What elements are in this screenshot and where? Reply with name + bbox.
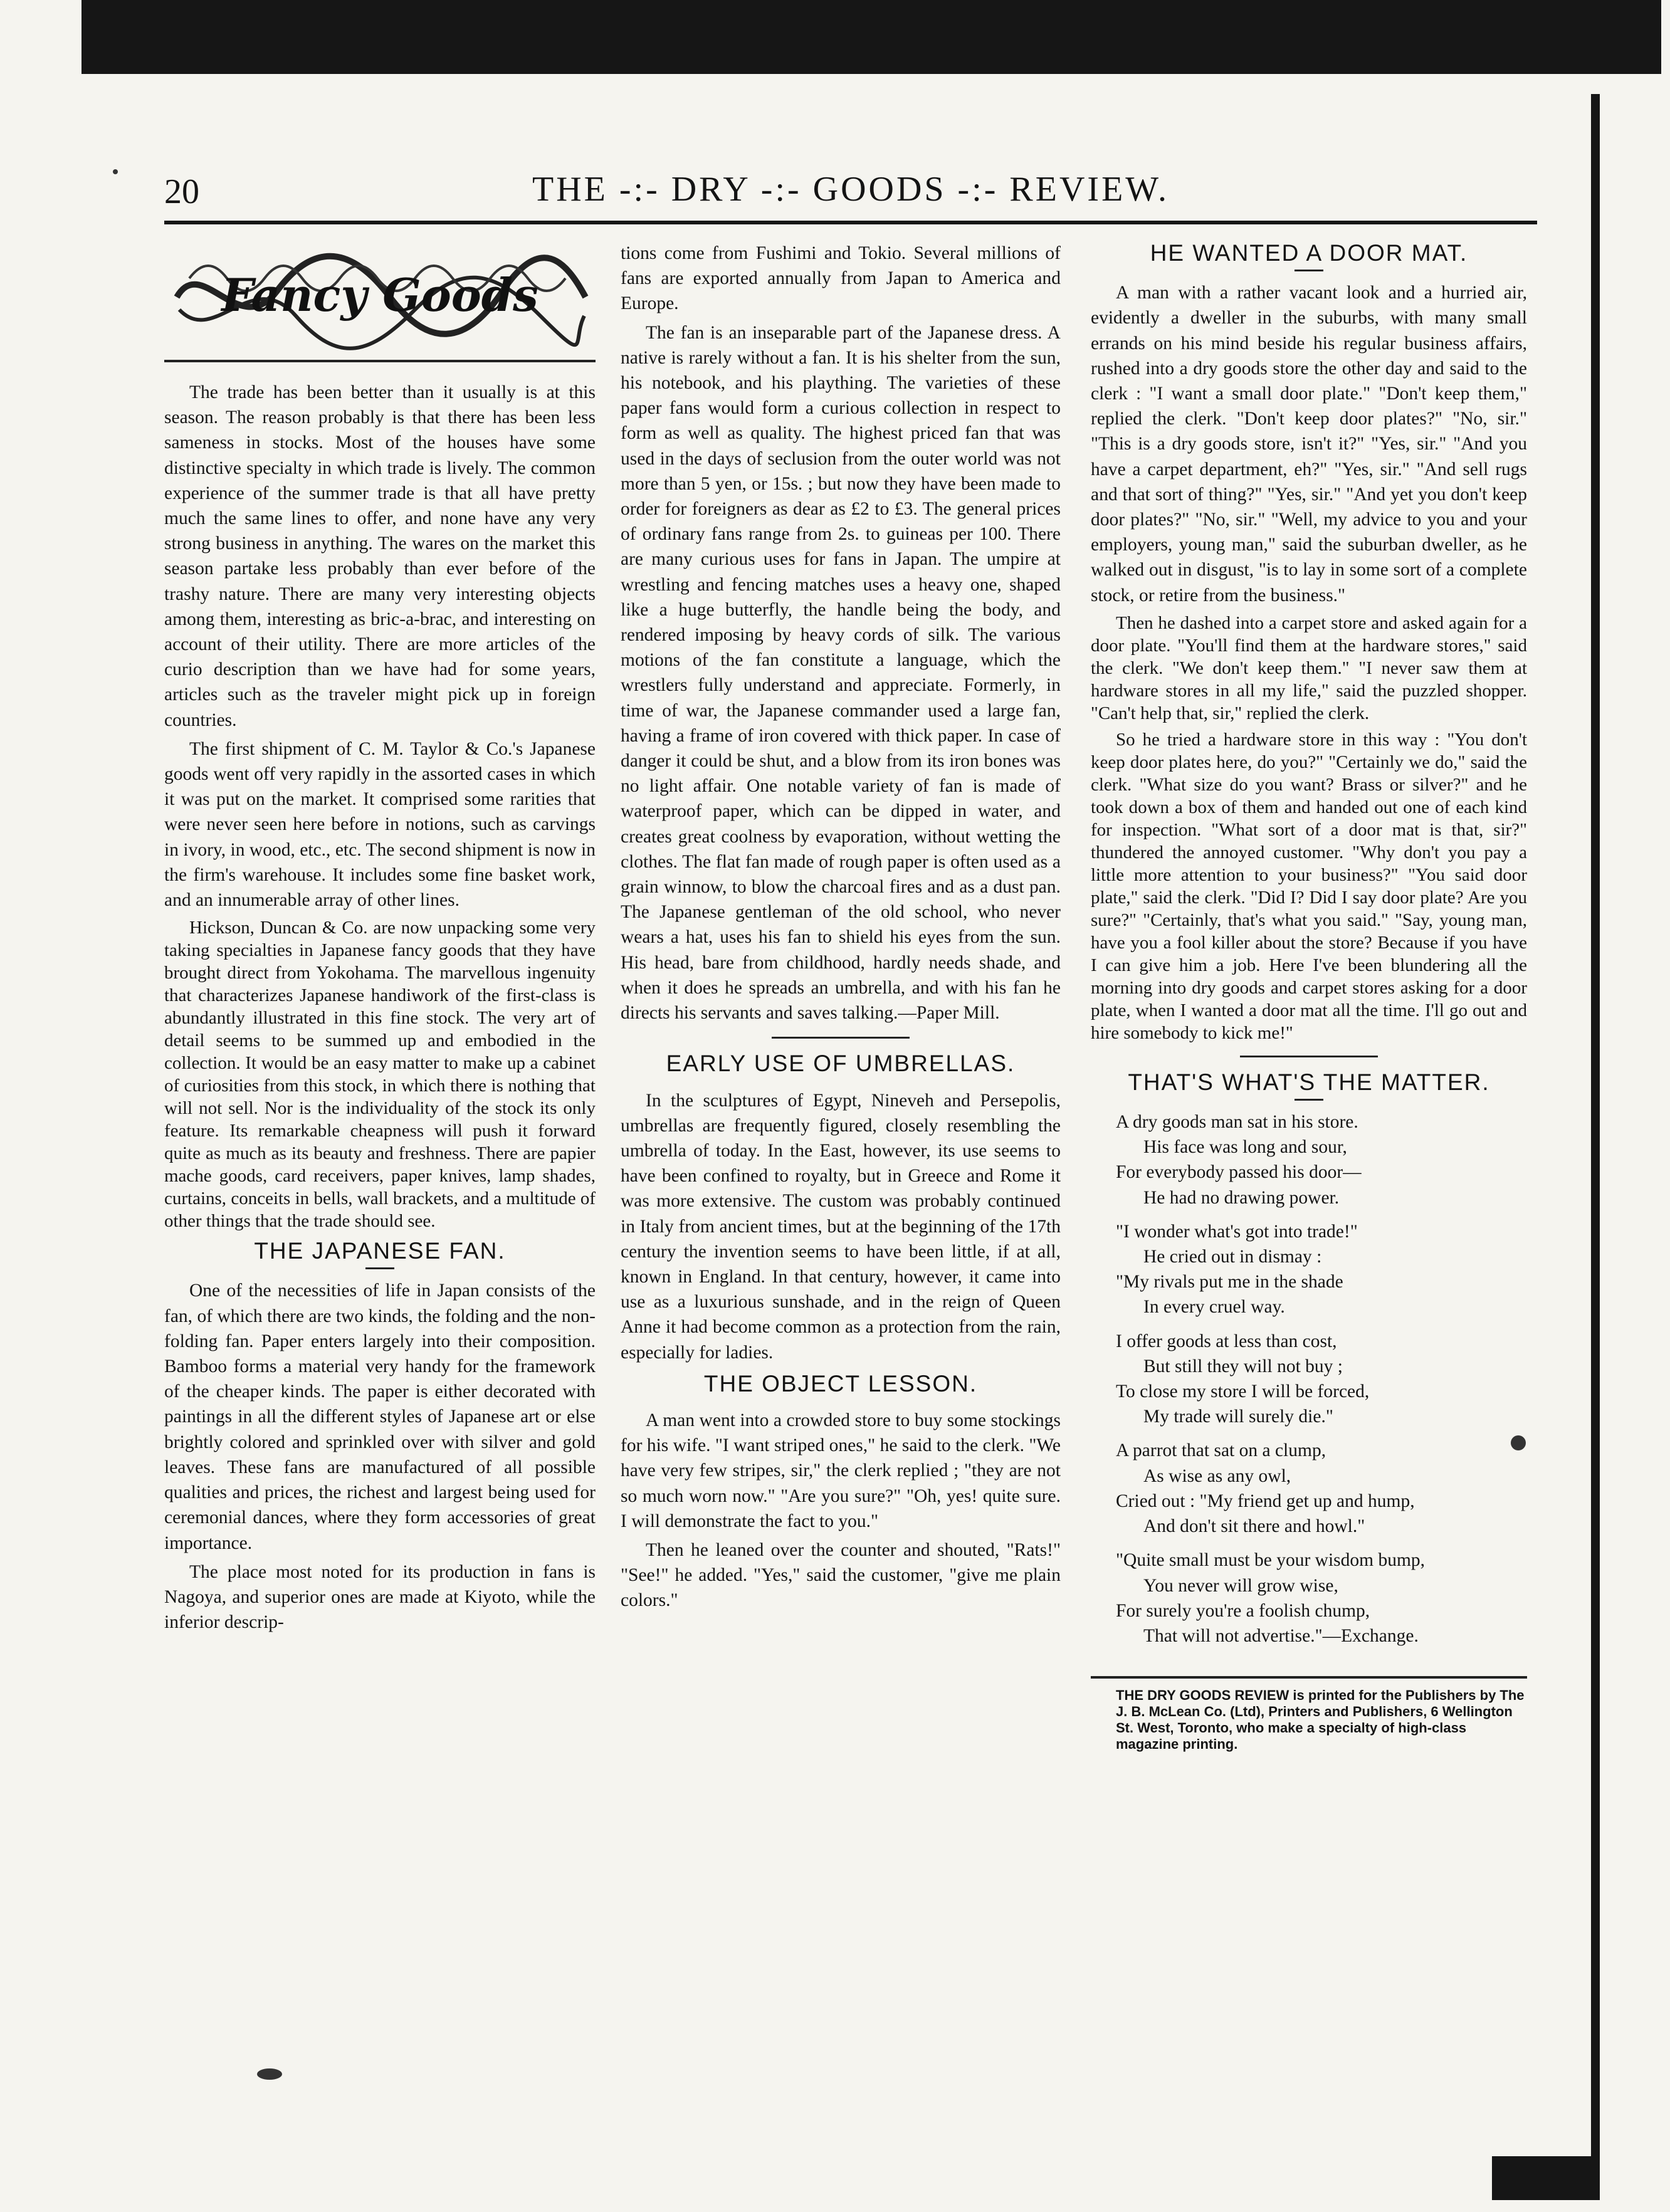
- poem-line: His face was long and sour,: [1143, 1137, 1347, 1158]
- paragraph: The place most noted for its production in fans is Nagoya, and superior ones are made at Kiyoto, while the inferior descrip-: [164, 1561, 596, 1633]
- poem-line: To close my store I will be forced,: [1116, 1381, 1370, 1402]
- logo-text: Fancy Goods: [221, 268, 538, 322]
- column-2: [621, 241, 1061, 1617]
- section-heading: HE WANTED A DOOR MAT.: [1150, 240, 1468, 266]
- paragraph: Then he dashed into a carpet store and asked again for a door plate. "You'll find them at the hardware stores," said the clerk. "We don't keep them." "I never saw them at hardware stores in all my life," said the puzzled shopper. "Can't help that, sir," replied the clerk.: [1091, 612, 1527, 723]
- header-rule: [164, 221, 1537, 224]
- poem-line: He had no drawing power.: [1143, 1187, 1340, 1208]
- poem-line: "I wonder what's got into trade!": [1116, 1221, 1358, 1242]
- scan-border-top: [81, 0, 1661, 74]
- paragraph: Then he leaned over the counter and shouted, "Rats!" "See!" he added. "Yes," said the customer, "give me plain colors.": [621, 1539, 1061, 1611]
- poem-line: In every cruel way.: [1143, 1297, 1285, 1318]
- poem-line: I offer goods at less than cost,: [1116, 1331, 1337, 1351]
- poem-line: As wise as any owl,: [1143, 1465, 1291, 1486]
- paragraph: Hickson, Duncan & Co. are now unpacking some very taking specialties in Japanese fancy goods that they have brought direct from Yokohama. The marvellous ingenuity that characterizes Japanese handiwork of the first-class is abundantly illustrated in this fine stock. The very art of detail seems to be summed up and embodied in the collection. It would be an easy matter to make up a cabinet of curiosities from this stock, in which there is nothing that will not sell. Nor is the individuality of the stock its only feature. Its remarkable cheapness will push it forward quite as much as its beauty and freshness. There are papier mache goods, card receivers, paper knives, lamp shades, curtains, conceits in bells, wall brackets, and a multitude of other things that the trade should see.: [164, 918, 596, 1232]
- poem-line: But still they will not buy ;: [1143, 1356, 1343, 1376]
- poem-line: You never will grow wise,: [1143, 1575, 1338, 1596]
- column-1: [164, 241, 596, 1638]
- scan-speck: [113, 169, 118, 174]
- paragraph: So he tried a hardware store in this way : "You don't keep door plates here, do you?" "Certainly we do," said the clerk. "What size do you want? Brass or silver?" and he took down a box of them and handed out one of each kind for inspection. "What sort of a door mat is that, sir?" thundered the annoyed customer. "Why don't you pay a little more attention to your business?" "You said door plate," said the clerk. "Did I? Did I say door plate? Are you sure?" "Certainly, that's what you said." "Say, young man, have you a fool killer about the store? Because if you have I can give him a job. Here I've been blundering all the morning into dry goods and carpet stores asking for a door plate, when I wanted a door mat all the time. I'll go out and hire somebody to kick me!": [1091, 729, 1527, 1043]
- poem: [1116, 1109, 1527, 1649]
- section-heading: EARLY USE OF UMBRELLAS.: [666, 1051, 1016, 1077]
- poem-line: For surely you're a foolish chump,: [1116, 1600, 1370, 1621]
- page-header: [164, 169, 1537, 213]
- paragraph: The trade has been better than it usually is at this season. The reason probably is that there has been less sameness in stocks. Most of the houses have some distinctive specialty in which trade is lively. The common experience of the summer trade is that all have pretty much the same lines to offer, and none have any very strong business in anything. The wares on the market this season partake less probably than ever before of the trashy nature. There are many very interesting objects among them, interesting as bric-a-brac, and interesting on account of their utility. There are more articles of the curio description than we have had for some years, articles such as the traveler might pick up in foreign countries.: [164, 382, 596, 730]
- page-number: 20: [164, 172, 199, 211]
- heading-dash: [1295, 1099, 1323, 1101]
- section-heading: THE OBJECT LESSON.: [703, 1370, 978, 1397]
- paragraph: tions come from Fushimi and Tokio. Several millions of fans are exported annually from Japan to America and Europe.: [621, 243, 1061, 314]
- masthead: THE -:- DRY -:- GOODS -:- REVIEW.: [532, 170, 1169, 209]
- separator-rule: [1240, 1056, 1378, 1057]
- printer-imprint: THE DRY GOODS REVIEW is printed for the Publishers by The J. B. McLean Co. (Ltd), Printers and Publishers, 6 Wellington St. West, Toronto, who make a specialty of high-class magazine printing.: [1091, 1676, 1527, 1753]
- poem-line: "Quite small must be your wisdom bump,: [1116, 1550, 1426, 1571]
- scan-speck: [257, 2068, 282, 2080]
- paragraph: One of the necessities of life in Japan consists of the fan, of which there are two kinds, the folding and the non-folding fan. Paper enters largely into their composition. Bamboo forms a material very handy for the framework of the cheaper kinds. The paper is either decorated with paintings in all the different styles of Japanese art or else brightly colored and sprinkled over with silver and gold leaves. These fans are manufactured of all possible qualities and prices, the richest and largest being used for ceremonial dances, where they form accessories of great importance.: [164, 1281, 596, 1553]
- poem-line: My trade will surely die.": [1143, 1407, 1333, 1427]
- poem-line: Cried out : "My friend get up and hump,: [1116, 1491, 1415, 1511]
- ornamental-banner-icon: [164, 241, 596, 354]
- section-heading: THAT'S WHAT'S THE MATTER.: [1128, 1069, 1490, 1095]
- fancy-goods-logo: [164, 241, 596, 362]
- heading-dash: [365, 1267, 394, 1269]
- poem-line: For everybody passed his door—: [1116, 1162, 1362, 1183]
- column-3: [1091, 241, 1527, 1753]
- paragraph: A man went into a crowded store to buy some stockings for his wife. "I want striped ones," he said to the clerk. "We have very few stripes, sir," the clerk replied ; "they are not so much worn now." "Are you sure?" "Oh, yes! quite sure. I will demonstrate the fact to you.": [621, 1410, 1061, 1531]
- scan-border-right: [1591, 94, 1600, 2197]
- paragraph: The fan is an inseparable part of the Japanese dress. A native is rarely without a fan. It is his shelter from the sun, his notebook, and his plaything. The varieties of these paper fans would form a curious collection in respect to form as well as quality. The highest priced fan that was used in the days of seclusion from the outer world was not more than 5 yen, or 15s. ; but now they have been made to order for foreigners as dear as £2 to £3. The general prices of ordinary fans range from 2s. to guineas per 100. There are many curious uses for fans in Japan. The umpire at wrestling and fencing matches uses a heavy one, shaped like a huge butterfly, the handle being the body, and rendered imposing by heavy cords of silk. The various motions of the fan constitute a language, which the wrestlers fully understand and appreciate. Formerly, in time of war, the Japanese commander used a large fan, having a frame of iron covered with thick paper. In case of danger it could be shut, and a blow from its iron bones was no light affair. One notable variety of fan is made of waterproof paper, which can be dipped in water, and creates great coolness by evaporation, without wetting the clothes. The flat fan made of rough paper is often used as a grain winnow, to blow the charcoal fires and as a dust pan. The Japanese gentleman of the old school, who never wears a hat, uses his fan to shield his eyes from the sun. His head, bare from childhood, hardly needs shade, and when it does he spreads an umbrella, and with his fan he directs his servants and saves talking.—Paper Mill.: [621, 322, 1061, 1024]
- poem-line: A dry goods man sat in his store.: [1116, 1112, 1358, 1133]
- heading-dash: [1295, 270, 1323, 271]
- separator-rule: [772, 1037, 910, 1039]
- poem-line: And don't sit there and howl.": [1143, 1516, 1365, 1537]
- poem-line: That will not advertise."—Exchange.: [1143, 1625, 1419, 1646]
- paragraph: A man with a rather vacant look and a hurried air, evidently a dweller in the suburbs, with many small errands on his mind beside his regular business affairs, rushed into a dry goods store the other day and said to the clerk : "I want a small door plate." "Don't keep them," replied the clerk. "Don't keep door plates?" "No, sir." "This is a dry goods store, isn't it?" "Yes, sir." "And you have a carpet department, eh?" "Yes, sir." "And sell rugs and that sort of thing?" "Yes, sir." "And yet you don't keep door plates?" "No, sir." "Well, my advice to you and your employers, young man," said the suburban dweller, as he walked out in disgust, "is to lay in some sort of a complete stock, or retire from the business.": [1091, 283, 1527, 605]
- poem-line: He cried out in dismay :: [1143, 1247, 1322, 1267]
- section-heading: THE JAPANESE FAN.: [254, 1238, 506, 1264]
- poem-line: A parrot that sat on a clump,: [1116, 1440, 1326, 1461]
- paragraph: In the sculptures of Egypt, Nineveh and Persepolis, umbrellas are frequently figured, closely resembling the umbrella of today. In the East, however, its use seems to have been confined to royalty, but in Greece and Rome it was more extensive. The custom was probably continued in Italy from ancient times, but at the beginning of the 17th century the invention seems to have been little, if at all, known in England. In that century, however, it came into use as a luxurious sunshade, and in the reign of Queen Anne it had become common as a protection from the rain, especially for ladies.: [621, 1090, 1061, 1363]
- scan-speck: [1511, 1435, 1526, 1450]
- scan-border-bottom: [1492, 2156, 1600, 2200]
- poem-line: "My rivals put me in the shade: [1116, 1272, 1343, 1292]
- paragraph: The first shipment of C. M. Taylor & Co.'s Japanese goods went off very rapidly in the assorted cases in which it was put on the market. It comprised some rarities that were never seen here before in notions, such as carvings in ivory, in wood, etc., etc. The second shipment is now in the firm's warehouse. It includes some fine basket work, and an innumerable array of other lines.: [164, 738, 596, 911]
